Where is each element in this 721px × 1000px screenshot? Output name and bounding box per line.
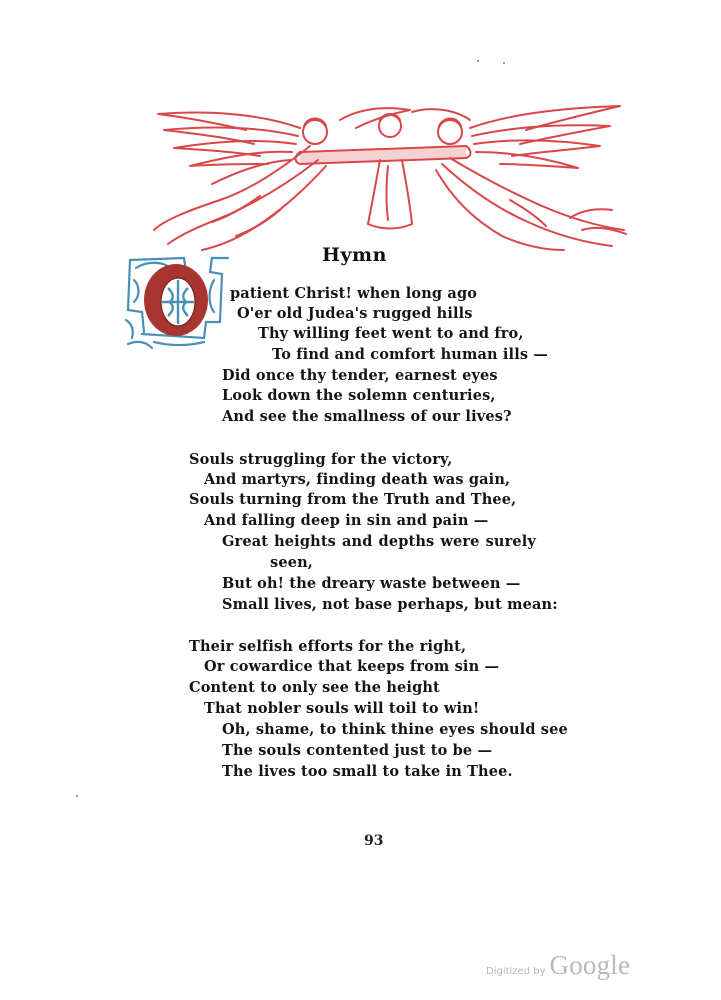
poem-title: Hymn bbox=[322, 244, 387, 266]
scan-speck bbox=[503, 62, 505, 64]
poem-line: And see the smallness of our lives? bbox=[222, 408, 512, 425]
poem-line: The lives too small to take in Thee. bbox=[222, 763, 513, 780]
google-logo-text: Google bbox=[549, 950, 631, 980]
poem-line: That nobler souls will toil to win! bbox=[204, 700, 480, 717]
poem-line: Small lives, not base perhaps, but mean: bbox=[222, 596, 558, 613]
watermark-prefix: Digitized by bbox=[486, 966, 546, 977]
poem-line: Did once thy tender, earnest eyes bbox=[222, 367, 498, 384]
poem-line: Look down the solemn centuries, bbox=[222, 387, 496, 404]
word: surely bbox=[485, 533, 536, 550]
word: were bbox=[440, 533, 480, 550]
poem-line: But oh! the dreary waste between — bbox=[222, 575, 521, 592]
poem-line: patient Christ! when long ago bbox=[230, 285, 478, 302]
word: and bbox=[342, 533, 373, 550]
poem-line: Or cowardice that keeps from sin — bbox=[204, 658, 500, 675]
poem-line: Souls struggling for the victory, bbox=[189, 451, 453, 468]
word: Great bbox=[222, 533, 269, 550]
scan-speck bbox=[76, 795, 78, 797]
poem-line: To find and comfort human ills — bbox=[272, 346, 549, 363]
poem-line: And martyrs, finding death was gain, bbox=[204, 471, 511, 488]
scan-speck bbox=[477, 60, 479, 62]
poem-line-justified bbox=[222, 533, 536, 550]
word: heights bbox=[274, 533, 336, 550]
poem-line: Oh, shame, to think thine eyes should see bbox=[222, 721, 568, 738]
poem-line: seen, bbox=[270, 554, 313, 571]
poem-line: O'er old Judea's rugged hills bbox=[237, 305, 473, 322]
illuminated-initial-o bbox=[124, 250, 232, 350]
poem-line: Thy willing feet went to and fro, bbox=[258, 325, 524, 342]
digitized-by-google-watermark bbox=[486, 950, 630, 981]
page-number: 93 bbox=[364, 833, 384, 849]
poem-line: The souls contented just to be — bbox=[222, 742, 493, 759]
poem-line: Content to only see the height bbox=[189, 679, 440, 696]
poem-line: Souls turning from the Truth and Thee, bbox=[189, 491, 517, 508]
poem-line: Their selfish efforts for the right, bbox=[189, 638, 467, 655]
word: depths bbox=[378, 533, 435, 550]
poem-line: And falling deep in sin and pain — bbox=[204, 512, 489, 529]
three-angels-holding-scroll-illustration bbox=[150, 100, 632, 252]
